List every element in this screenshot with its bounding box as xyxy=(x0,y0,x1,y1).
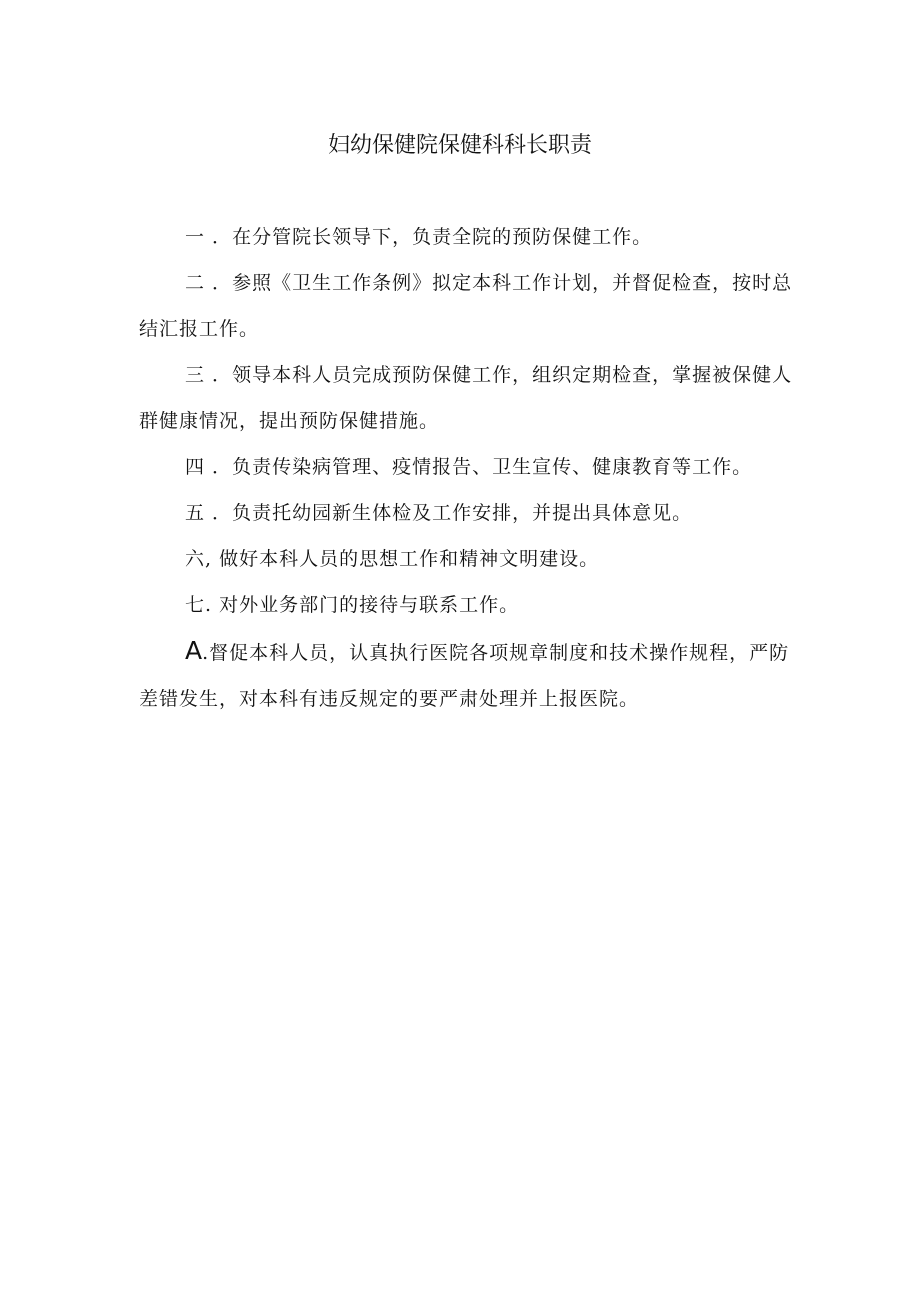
item-text: 做好本科人员的思想工作和精神文明建设。 xyxy=(219,548,600,570)
item-number: 三 xyxy=(185,364,206,386)
item-number: A xyxy=(185,636,203,665)
item-separator: ． xyxy=(205,364,233,386)
item-separator: . xyxy=(202,642,210,664)
item-text: 参照《卫生工作条例》拟定本科工作计划，并督促检查，按时总结汇报工作。 xyxy=(139,272,793,340)
item-number: 七 xyxy=(185,594,206,616)
item-text: 负责传染病管理、疫情报告、卫生宣传、健康教育等工作。 xyxy=(232,456,753,478)
document-body xyxy=(139,214,799,722)
item-separator: ． xyxy=(205,502,233,524)
item-separator: , xyxy=(205,548,220,570)
item-number: 二 xyxy=(185,272,206,294)
item-number: 五 xyxy=(185,502,206,524)
item-number: 六 xyxy=(185,548,206,570)
item-text: 在分管院长领导下，负责全院的预防保健工作。 xyxy=(232,226,653,248)
duty-item-7 xyxy=(139,582,799,628)
item-text: 对外业务部门的接待与联系工作。 xyxy=(219,594,520,616)
duty-item-5 xyxy=(139,490,799,536)
item-separator: ． xyxy=(205,226,233,248)
item-text: 负责托幼园新生体检及工作安排，并提出具体意见。 xyxy=(232,502,693,524)
duty-item-4 xyxy=(139,444,799,490)
duty-item-3 xyxy=(139,352,799,444)
document-title: 妇幼保健院保健科科长职责 xyxy=(327,133,592,158)
duty-item-2 xyxy=(139,260,799,352)
item-number: 一 xyxy=(185,226,206,248)
duty-item-6 xyxy=(139,536,799,582)
item-separator: ． xyxy=(205,272,233,294)
duty-item-1 xyxy=(139,214,799,260)
item-text: 督促本科人员，认真执行医院各项规章制度和技术操作规程，严防差错发生，对本科有违反规定的要严肃处理并上报医院。 xyxy=(139,642,790,710)
duty-item-8 xyxy=(139,628,799,722)
item-separator: ． xyxy=(205,456,233,478)
item-number: 四 xyxy=(185,456,206,478)
item-separator: . xyxy=(205,594,220,616)
item-text: 领导本科人员完成预防保健工作，组织定期检查，掌握被保健人群健康情况，提出预防保健措施。 xyxy=(139,364,793,432)
